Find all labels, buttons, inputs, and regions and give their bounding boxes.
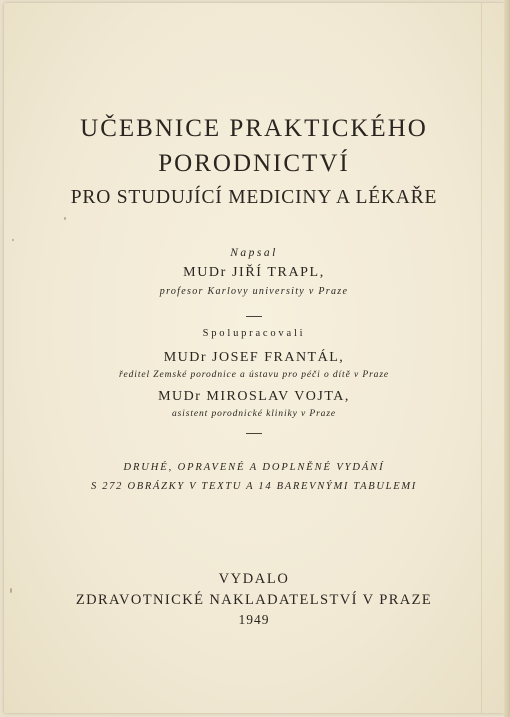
book-title-line-1: UČEBNICE PRAKTICKÉHO: [80, 115, 428, 142]
paper-speck: [10, 588, 12, 593]
collaborator-role: asistent porodnické kliniky v Praze: [171, 409, 337, 419]
divider-rule: [246, 433, 262, 434]
publisher-label: VYDALO: [218, 571, 290, 587]
collaborator-name: MUDr MIROSLAV VOJTA,: [158, 389, 350, 404]
book-title-line-2: PORODNICTVÍ: [158, 150, 350, 177]
collaborator-name: MUDr JOSEF FRANTÁL,: [163, 350, 345, 365]
page-edge: [504, 0, 510, 717]
collaborator-role: ředitel Zemské porodnice a ústavu pro péči o dítě v Praze: [118, 370, 390, 380]
paper-speck: [64, 217, 66, 220]
author-label: Napsal: [230, 247, 278, 259]
publisher-name: ZDRAVOTNICKÉ NAKLADATELSTVÍ V PRAZE: [75, 592, 433, 608]
edition-line-1: DRUHÉ, OPRAVENÉ A DOPLNĚNÉ VYDÁNÍ: [123, 462, 385, 473]
paper-speck: [12, 239, 14, 241]
edition-line-2: S 272 OBRÁZKY V TEXTU A 14 BAREVNÝMI TABULEMI: [91, 481, 417, 492]
divider-rule: [246, 316, 262, 317]
author-role: profesor Karlovy university v Praze: [159, 286, 349, 297]
collaborators-label: Spolupracovali: [202, 328, 306, 339]
title-page: [4, 3, 504, 713]
book-subtitle: PRO STUDUJÍCÍ MEDICINY A LÉKAŘE: [70, 187, 438, 208]
author-name: MUDr JIŘÍ TRAPL,: [183, 265, 325, 280]
publication-year: 1949: [238, 612, 270, 627]
